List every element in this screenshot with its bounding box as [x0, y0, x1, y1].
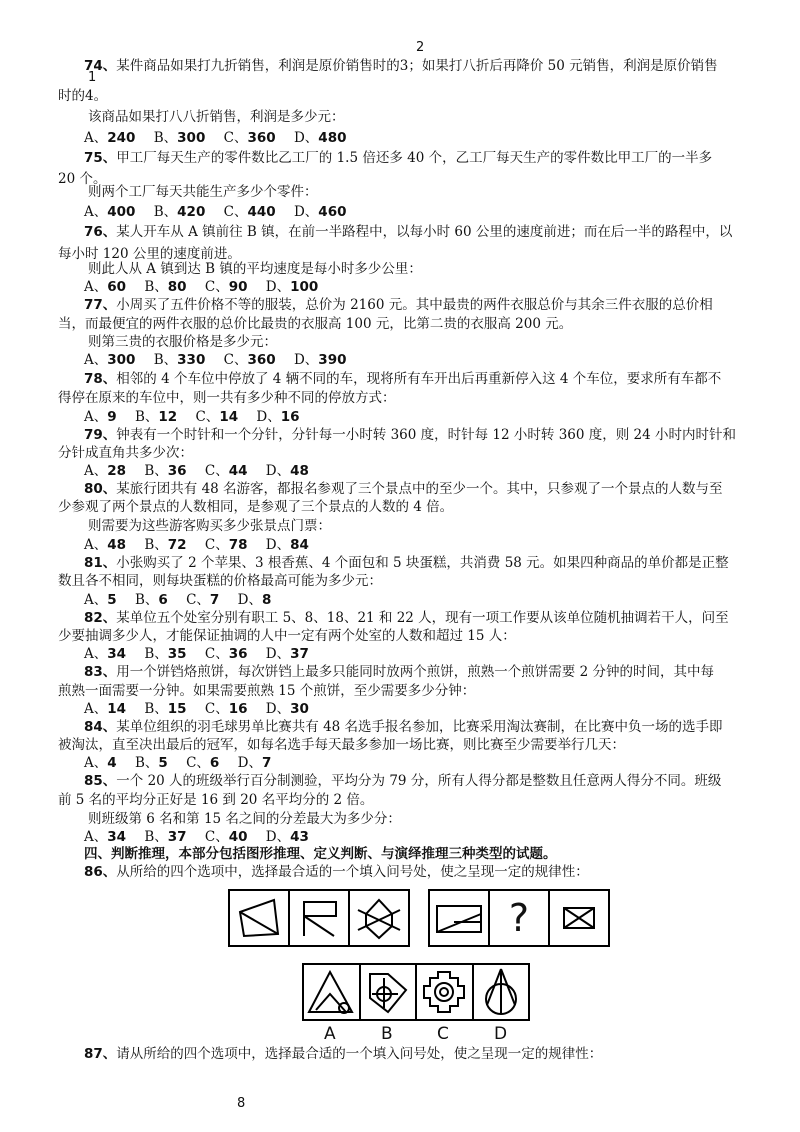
question-76: 76、某人开车从 A 镇前往 B 镇，在前一半路程中，以每小时 60 公里的速度前进；而在后一半的路程中，以: [84, 224, 733, 240]
question-79: 79、钟表有一个时针和一个分针，分针每一小时转 360 度，时针每 12 小时转 360 度，则 24 小时内时针和: [84, 427, 737, 443]
figure-crossed-box-shape: [550, 891, 608, 945]
question-mark: ?: [490, 891, 550, 945]
figure-sequence-right: [428, 889, 610, 947]
option-a-figure[interactable]: [304, 965, 361, 1019]
question-84-line2: 被淘汰，直至决出最后的冠军，如每名选手每天最多参加一场比赛，则比赛至少需要举行几天：: [58, 737, 625, 753]
figure-crossed-diamond-shape: [350, 891, 408, 945]
figure-quad-shape: [230, 891, 290, 945]
question-84-options: A、4 B、5 C、6 D、7: [84, 755, 272, 771]
fraction-numerator: 1: [88, 70, 97, 85]
question-80: 80、某旅行团共有 48 名游客，都报名参观了三个景点中的至少一个。其中，只参观了一个景点的人数与至: [84, 481, 723, 497]
question-80-options: A、48 B、72 C、78 D、84: [84, 537, 309, 553]
figure-flag-shape: [290, 891, 350, 945]
question-86: 86、从所给的四个选项中，选择最合适的一个填入问号处，使之呈现一定的规律性：: [84, 864, 589, 880]
question-79-line2: 分针成直角共多少次：: [58, 445, 193, 461]
question-83: 83、用一个饼铛烙煎饼，每次饼铛上最多只能同时放两个煎饼，煎熟一个煎饼需要 2 分钟的时间，其中每: [84, 664, 714, 680]
question-81: 81、小张购买了 2 个苹果、3 根香蕉、4 个面包和 5 块蛋糕，共消费 58 元。如果四种商品的单价都是正整: [84, 555, 729, 571]
figure-options: [302, 963, 530, 1021]
question-77: 77、小周买了五件价格不等的服装，总价为 2160 元。其中最贵的两件衣服总价与其余三件衣服的总价相: [84, 297, 713, 313]
question-80-prompt: 则需要为这些游客购买多少张景点门票：: [88, 518, 331, 534]
question-85-line2: 前 5 名的平均分正好是 16 到 20 名平均分的 2 倍。: [58, 792, 374, 808]
figure-sequence-left: [228, 889, 410, 947]
question-75-options: A、400 B、420 C、440 D、460: [84, 204, 347, 220]
option-c-figure[interactable]: [417, 965, 474, 1019]
option-b-label[interactable]: B: [381, 1024, 393, 1044]
question-77-prompt: 则第三贵的衣服价格是多少元：: [88, 334, 277, 350]
question-85-options: A、34 B、37 C、40 D、43: [84, 829, 309, 845]
question-76-line2: 每小时 120 公里的速度前进。: [58, 246, 241, 262]
question-75: 75、甲工厂每天生产的零件数比乙工厂的 1.5 倍还多 40 个，乙工厂每天生产的零件数比甲工厂的一半多: [84, 150, 713, 166]
question-83-options: A、14 B、15 C、16 D、30: [84, 701, 309, 717]
page-number: 8: [237, 1096, 246, 1111]
question-74: 74、某件商品如果打九折销售，利润是原价销售时的3；如果打八折后再降价 50 元销售，利润是原价销售: [84, 58, 718, 74]
question-76-prompt: 则此人从 A 镇到达 B 镇的平均速度是每小时多少公里：: [88, 261, 422, 277]
question-79-options: A、28 B、36 C、44 D、48: [84, 463, 309, 479]
question-85-prompt: 则班级第 6 名和第 15 名之间的分差最大为多少分：: [88, 811, 401, 827]
question-82-options: A、34 B、35 C、36 D、37: [84, 646, 309, 662]
question-77-line2: 当，而最便宜的两件衣服的总价比最贵的衣服高 100 元，比第二贵的衣服高 200 元。: [58, 316, 573, 332]
question-87: 87、请从所给的四个选项中，选择最合适的一个填入问号处，使之呈现一定的规律性：: [84, 1046, 603, 1062]
fraction-numerator: 2: [416, 40, 425, 55]
question-78: 78、相邻的 4 个车位中停放了 4 辆不同的车，现将所有车开出后再重新停入这 4 个车位，要求所有车都不: [84, 371, 722, 387]
question-81-line2: 数且各不相同，则每块蛋糕的价格最高可能为多少元：: [58, 573, 382, 589]
option-d-figure[interactable]: [474, 965, 529, 1019]
question-82-line2: 少要抽调多少人，才能保证抽调的人中一定有两个处室的人数和超过 15 人：: [58, 628, 516, 644]
question-74-options: A、240 B、300 C、360 D、480: [84, 130, 347, 146]
figure-slash-rect-shape: [430, 891, 490, 945]
question-80-line2: 少参观了两个景点的人数相同，是参观了三个景点的人数的 4 倍。: [58, 499, 454, 515]
option-c-label[interactable]: C: [437, 1024, 449, 1044]
option-a-label[interactable]: A: [324, 1024, 336, 1044]
question-75-prompt: 则两个工厂每天共能生产多少个零件：: [88, 184, 318, 200]
question-78-line2: 得停在原来的车位中，则一共有多少种不同的停放方式：: [58, 390, 396, 406]
question-84: 84、某单位组织的羽毛球男单比赛共有 48 名选手报名参加，比赛采用淘汰赛制，在比赛中负一场的选手即: [84, 719, 723, 735]
question-81-options: A、5 B、6 C、7 D、8: [84, 592, 272, 608]
question-74-prompt: 该商品如果打八八折销售，利润是多少元：: [88, 109, 345, 125]
question-77-options: A、300 B、330 C、360 D、390: [84, 352, 347, 368]
question-74-line2: 时的4。: [58, 88, 108, 104]
question-82: 82、某单位五个处室分别有职工 5、8、18、21 和 22 人，现有一项工作要从该单位随机抽调若干人，问至: [84, 610, 729, 626]
question-85: 85、一个 20 人的班级举行百分制测验，平均分为 79 分，所有人得分都是整数且任意两人得分不同。班级: [84, 773, 722, 789]
option-d-label[interactable]: D: [494, 1024, 508, 1044]
question-78-options: A、9 B、12 C、14 D、16: [84, 409, 300, 425]
option-b-figure[interactable]: [361, 965, 418, 1019]
question-75-line2: 20 个。: [58, 171, 107, 187]
question-76-options: A、60 B、80 C、90 D、100: [84, 279, 319, 295]
section-heading: 四、判断推理，本部分包括图形推理、定义判断、与演绎推理三种类型的试题。: [84, 846, 557, 862]
question-83-line2: 煎熟一面需要一分钟。如果需要煎熟 15 个煎饼，至少需要多少分钟：: [58, 683, 476, 699]
